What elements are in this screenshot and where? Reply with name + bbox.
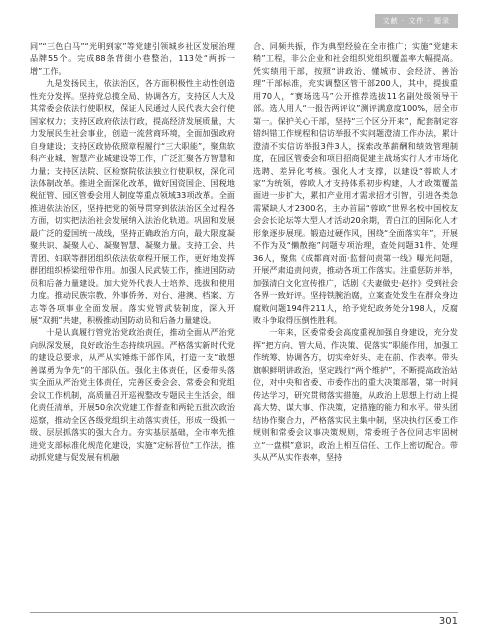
paragraph: 合、同频共振，作为典型经验在全市推广；实施“党建未稍”工程，非公企业和社会组织党组织覆盖率大幅提高。凭实绩用干部，按照“讲政治、懂城市、会经济、善治理”干部标准，充实调整区管干部200人，其中，提拔重用70人，“赛场选马”公开推荐选拔11名副处级领导干部。选人用人“一报告两评议”测评满意度100%，居全市第一。保护关心干部，坚持“三个区分开来”，配套制定容错纠错工作规程和信访举报不实问题澄清工作办法，累计澄清不实信访举报3件3人，探索改革薪酬和绩效管理制度，在园区管委会和项目招商促建主战场实行人才市场化选聘、差异化考核。强化人才支撑，以建设“蓉欧人才家”为统领，蓉欧人才支持体系初步构建，人才政策覆盖面进一步扩大，累扣产业用才需求招才引智，引进各类急需紧缺人才2300名，主办首届“蓉欧”世界名校中国校友会会长论坛等大型人才活动20余期，青白江的国际化人才形象逐步展现。锻造过硬作风，围绕“全面落实年”，开展不作为及“懒散拖”问题专项治理，查处问题31件、处理36人，聚焦《成都商对面·监督问责第一线》曝光问题，开展严肃追责问责，推动各项工作落实。注重惩防并举，加强清白文化宣传推广，话剧《夫妻做史·赵抃》受到社会各界一致好评。坚持铁腕治腐，立案查处发生在群众身边腐败问题194件211人，给予党纪政务处分198人，反腐败斗争取得压倒性胜利。: [253, 41, 458, 325]
paragraph: 九是发扬民主，依法治区，各方面积极性主动性创造性充分发挥。坚持党总揽全局、协调各方，支持区人大及其常委会依法行使职权，保证人民通过人民代表大会行使国家权力；支持区政府依法行政，提高经济发展质量，大力发展民生社会事业，创造一流营商环境，全面加强政府自身建设；支持区政协依照章程履行“三大职能”，聚焦软科产业城、智慧产业城建设等工作，广泛汇聚各方智慧和力量；支持区法院、区检察院依法独立行使职权，深化司法体制改革。推进全面深化改革，做好国资国企、国税地税征管、园区管委会用人制度等重点领域33项改革。全面推进依法治区，坚持把党的领导贯穿到依法治区全过程各方面，切实把法治社会发展纳入法治化轨道。巩固和发展最广泛的爱国统一战线，坚持正确政治方向，最大限度凝聚共识、凝聚人心、凝聚智慧、凝聚力量。支持工会、共青团、妇联等群团组织依法依章程开展工作，更好地发挥群团组织桥梁纽带作用。加强人民武装工作，推进国防动员和后备力量建设。加大党外代表人士培养、选拔和使用力度。推动民族宗教、外事侨务、对台、港澳、档案、方志等各项事业全面发展。落实党管武装制度，深入开展“双拥”共建，积极推动国防动员和后备力量建设。: [30, 78, 235, 325]
footer-rule: [30, 612, 458, 613]
right-column: [253, 40, 458, 600]
paragraph: 一年来，区委常委会高度重视加强自身建设，充分发挥“把方向、管大局、作决策、促落实”职能作用，加强工作统筹、协调各方，切实牵好头、走在前、作表率。带头旗帜鲜明讲政治，坚定践行“两个维护”，不断提高政治站位，对中央和省委、市委作出的重大决策部署，第一时间传达学习，研究贯彻落实措施，从政治上思想上行动上提高大势、谋大事、作决策，定措施的能力和水平。带头团结协作聚合力，严格落实民主集中制，坚决执行区委工作规则和常委会议事决策规则，常委班子各位同志牢固树立“一盘棋”意识，政治上相互信任、工作上密切配合。带头从严从实作表率，坚持: [253, 327, 458, 462]
document-page: [30, 40, 458, 600]
left-column: [30, 40, 235, 600]
paragraph: 十是认真履行管党治党政治责任，推动全面从严治党向纵深发展，良好政治生态持续巩固。严格落实新时代党的建设总要求，从严从实锤炼干部作风，打造一支“敢想善谋勇为争先”的干部队伍。强化主体责任，区委带头落实全面从严治党主体责任，完善区委会会、常委会和党组会议工作机制，高质量召开巡视整改专题民主生活会，细化责任清单，开展50余次党建工作督查和两轮五批次政治巡察，推动全区各级党组织主动落实责任，形成一级抓一级、层层抓落实的强大合力。夯实基层基础，全市率先推进党支部标准化规范化建设，实施“定标晋位”工作法，推动抓党建与促发展有机融: [30, 327, 235, 462]
section-header-tag: 文献 · 文件 · 题录: [375, 14, 458, 28]
paragraph: 同”“三色白马”“光明到家”等党建引领城乡社区发展治理品牌55个。完成88条背街小巷整治，113处“两拆一增”工作。: [30, 41, 235, 76]
page-number: 301: [438, 616, 458, 627]
